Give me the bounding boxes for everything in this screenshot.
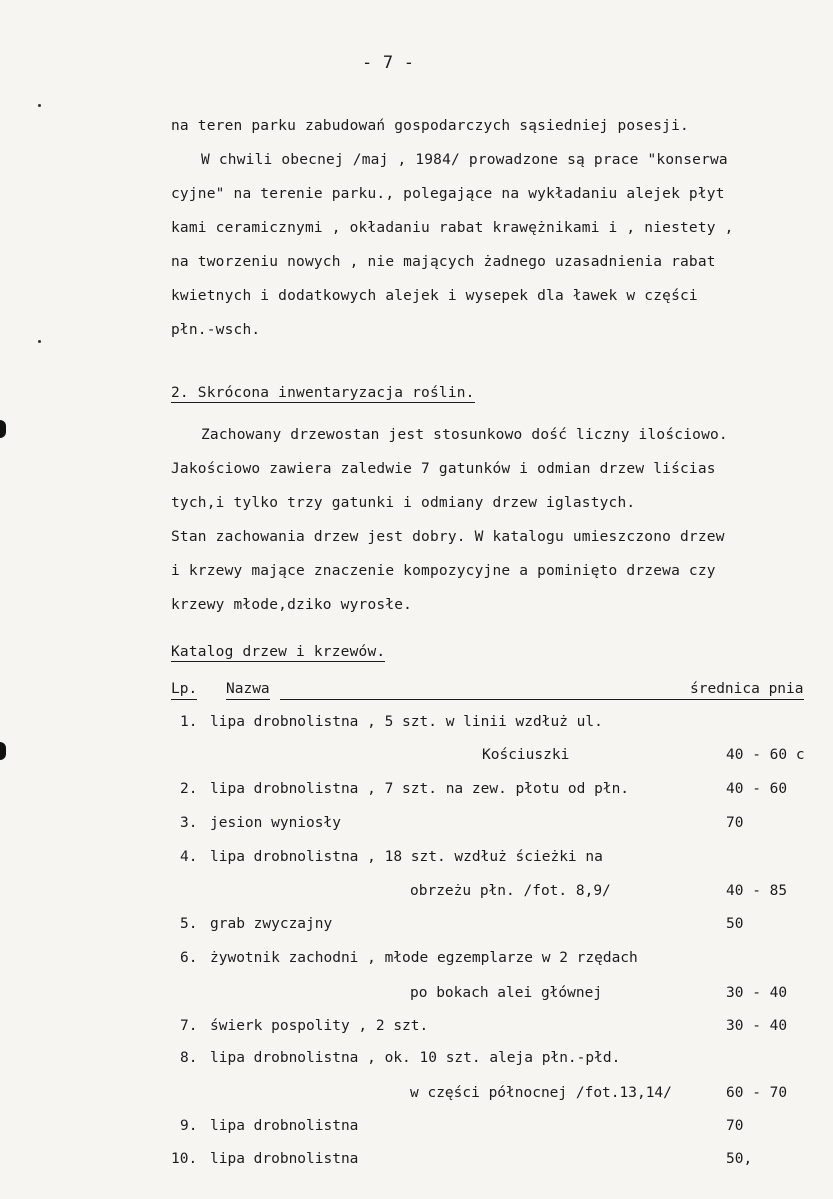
table-row-continuation	[0, 984, 833, 1002]
row-name: lipa drobnolistna	[210, 1118, 359, 1134]
row-name: grab zwyczajny	[210, 916, 333, 932]
text-line: na tworzeniu nowych , nie mających żadnego uzasadnienia rabat	[171, 254, 716, 270]
table-row	[0, 1150, 833, 1168]
table-row-continuation	[0, 882, 833, 900]
row-lp: 8.	[180, 1050, 198, 1066]
text-line: i krzewy mające znaczenie kompozycyjne a pominięto drzewa czy	[171, 563, 716, 579]
row-name: lipa drobnolistna	[210, 1151, 359, 1167]
speck	[38, 104, 41, 107]
row-lp: 10.	[171, 1151, 198, 1167]
row-cont: w części północnej /fot.13,14/	[410, 1085, 672, 1101]
table-row	[0, 713, 833, 731]
row-diameter: 40 - 60	[726, 781, 788, 797]
row-lp: 6.	[180, 950, 198, 966]
text-line: W chwili obecnej /maj , 1984/ prowadzone są prace "konserwa	[201, 152, 728, 168]
text-line: na teren parku zabudowań gospodarczych sąsiedniej posesji.	[171, 118, 689, 134]
row-name: lipa drobnolistna , 5 szt. w linii wzdłuż ul.	[210, 714, 603, 730]
text-line: kami ceramicznymi , okładaniu rabat krawężnikami i , niestety ,	[171, 220, 734, 236]
header-lp: Lp.	[171, 680, 197, 700]
text-line: cyjne" na terenie parku., polegające na wykładaniu alejek płyt	[171, 186, 725, 202]
row-name: lipa drobnolistna , 18 szt. wzdłuż ścieżki na	[210, 849, 603, 865]
speck	[38, 340, 41, 343]
row-cont: Kościuszki	[482, 747, 570, 763]
text-line: płn.-wsch.	[171, 322, 261, 338]
page-number: - 7 -	[362, 53, 415, 73]
section-heading-text: 2. Skrócona inwentaryzacja roślin.	[171, 385, 475, 401]
row-diameter: 50,	[726, 1151, 753, 1167]
header-diameter: średnica pnia	[690, 680, 804, 700]
table-row-continuation	[0, 746, 833, 764]
row-lp: 4.	[180, 849, 198, 865]
row-lp: 9.	[180, 1118, 198, 1134]
row-cont: obrzeżu płn. /fot. 8,9/	[410, 883, 611, 899]
table-row	[0, 848, 833, 866]
table-row	[0, 949, 833, 967]
text-line: Zachowany drzewostan jest stosunkowo dość liczny ilościowo.	[201, 427, 728, 443]
text-line: Stan zachowania drzew jest dobry. W katalogu umieszczono drzew	[171, 529, 725, 545]
row-cont: po bokach alei głównej	[410, 985, 603, 1001]
table-row	[0, 1117, 833, 1135]
row-lp: 1.	[180, 714, 198, 730]
row-lp: 3.	[180, 815, 198, 831]
row-name: świerk pospolity , 2 szt.	[210, 1018, 429, 1034]
table-header	[0, 680, 833, 698]
row-name: lipa drobnolistna , 7 szt. na zew. płotu od płn.	[210, 781, 630, 797]
row-lp: 2.	[180, 781, 198, 797]
table-row	[0, 780, 833, 798]
text-line: kwietnych i dodatkowych alejek i wysepek dla ławek w części	[171, 288, 698, 304]
section-heading	[171, 384, 475, 402]
row-diameter: 60 - 70	[726, 1085, 788, 1101]
row-diameter: 40 - 60 c	[726, 747, 805, 763]
row-diameter: 70	[726, 815, 744, 831]
row-name: lipa drobnolistna , ok. 10 szt. aleja płn.-płd.	[210, 1050, 621, 1066]
row-diameter: 40 - 85	[726, 883, 788, 899]
text-line: krzewy młode,dziko wyrosłe.	[171, 597, 413, 613]
table-row-continuation	[0, 1084, 833, 1102]
catalog-heading	[171, 643, 385, 661]
table-row	[0, 814, 833, 832]
row-diameter: 50	[726, 916, 744, 932]
row-name: jesion wyniosły	[210, 815, 341, 831]
row-lp: 7.	[180, 1018, 198, 1034]
row-name: żywotnik zachodni , młode egzemplarze w 2 rzędach	[210, 950, 638, 966]
punch-hole-top	[0, 420, 6, 438]
table-row	[0, 1049, 833, 1067]
header-name: Nazwa	[226, 680, 270, 700]
text-line: tych,i tylko trzy gatunki i odmiany drzew iglastych.	[171, 495, 636, 511]
row-lp: 5.	[180, 916, 198, 932]
row-diameter: 70	[726, 1118, 744, 1134]
table-row	[0, 1017, 833, 1035]
row-diameter: 30 - 40	[726, 1018, 788, 1034]
table-row	[0, 915, 833, 933]
header-rule	[280, 680, 690, 700]
row-diameter: 30 - 40	[726, 985, 788, 1001]
text-line: Jakościowo zawiera zaledwie 7 gatunków i odmian drzew liścias	[171, 461, 716, 477]
catalog-heading-text: Katalog drzew i krzewów.	[171, 644, 386, 660]
